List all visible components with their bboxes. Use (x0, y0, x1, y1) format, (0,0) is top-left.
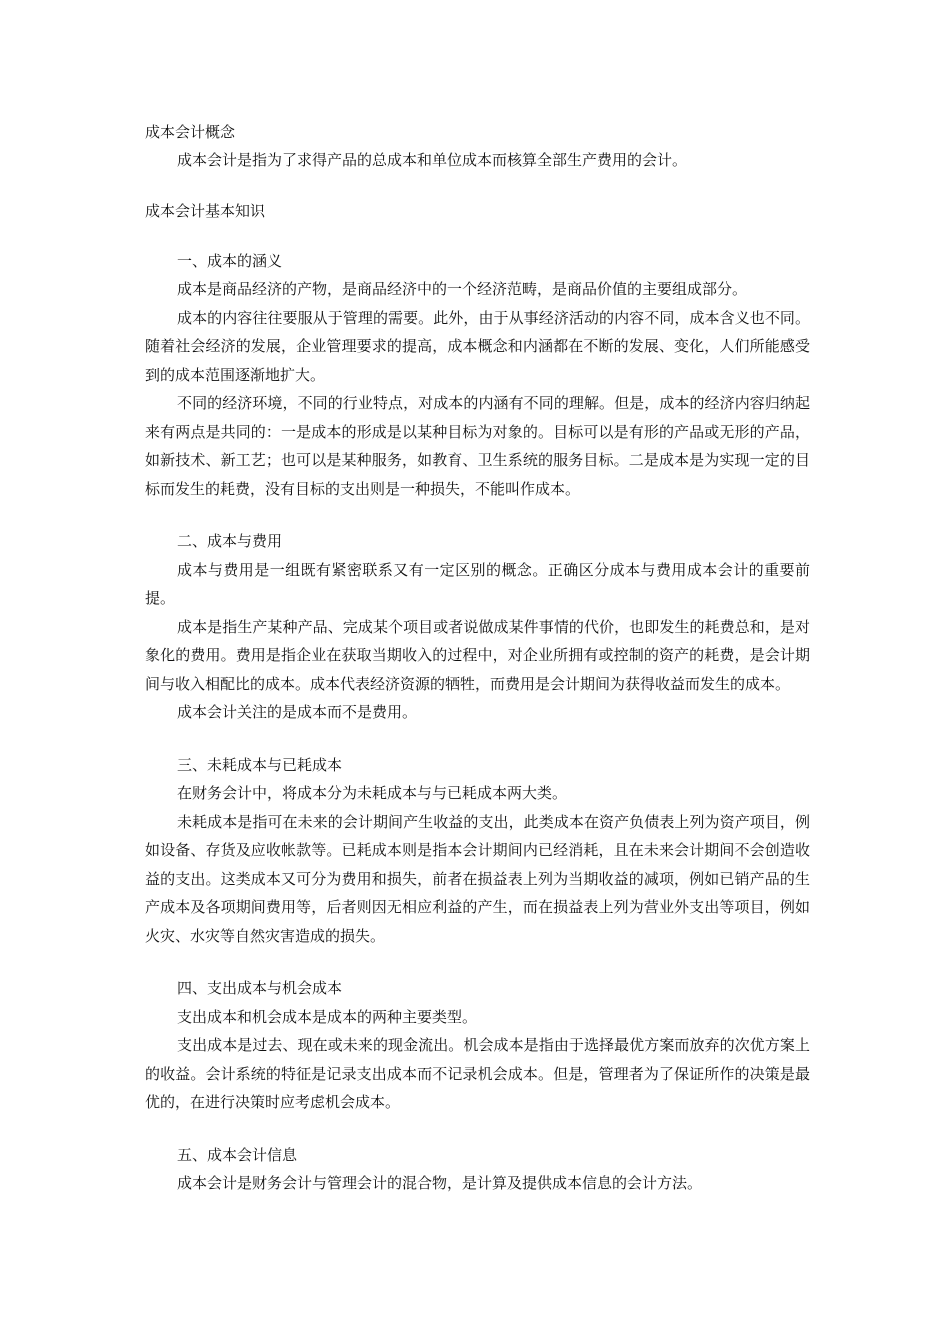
section-paragraph: 成本是商品经济的产物，是商品经济中的一个经济范畴，是商品价值的主要组成部分。 (177, 280, 748, 298)
section-paragraph: 支出成本和机会成本是成本的两种主要类型。 (177, 1007, 478, 1026)
section-heading: 四、支出成本与机会成本 (177, 979, 343, 997)
section-heading: 三、未耗成本与已耗成本 (177, 755, 343, 774)
section-3 (145, 751, 810, 951)
section-heading: 一、成本的涵义 (177, 251, 283, 270)
section-heading: 二、成本与费用 (177, 532, 283, 550)
section-paragraph: 不同的经济环境，不同的行业特点，对成本的内涵有不同的理解。但是，成本的经济内容归纳起来有两点是共同的：一是成本的形成是以某种目标为对象的。目标可以是有形的产品或无形的产品，如新技术、新工艺；也可以是某种服务，如教育、卫生系统的服务目标。二是成本是为实现一定的目标而发生的耗费，没有目标的支出则是一种损失，不能叫作成本。 (145, 394, 810, 498)
section-4 (145, 974, 810, 1117)
document-title: 成本会计概念 (145, 123, 236, 141)
section-paragraph: 成本是指生产某种产品、完成某个项目或者说做成某件事情的代价，也即发生的耗费总和，是对象化的费用。费用是指企业在获取当期收入的过程中，对企业所拥有或控制的资产的耗费，是会计期间与收入相配比的成本。成本代表经济资源的牺牲，而费用是会计期间为获得收益而发生的成本。 (145, 617, 810, 693)
section-paragraph: 支出成本是过去、现在或未来的现金流出。机会成本是指由于选择最优方案而放弃的次优方案上的收益。会计系统的特征是记录支出成本而不记录机会成本。但是，管理者为了保证所作的决策是最优的，在进行决策时应考虑机会成本。 (145, 1036, 810, 1111)
section-paragraph: 成本会计关注的是成本而不是费用。 (177, 703, 418, 721)
section-paragraph: 在财务会计中，将成本分为未耗成本与与已耗成本两大类。 (177, 784, 568, 802)
document-body (145, 118, 810, 1198)
section-heading: 五、成本会计信息 (177, 1145, 298, 1164)
section-group-title: 成本会计基本知识 (145, 201, 266, 220)
section-2 (145, 527, 810, 727)
section-paragraph: 成本与费用是一组既有紧密联系又有一定区别的概念。正确区分成本与费用成本会计的重要前提。 (145, 560, 810, 607)
section-paragraph: 成本的内容往往要服从于管理的需要。此外，由于从事经济活动的内容不同，成本含义也不同。随着社会经济的发展，企业管理要求的提高，成本概念和内涵都在不断的发展、变化，人们所能感受到的成本范围逐渐地扩大。 (145, 308, 810, 384)
section-1 (145, 247, 810, 504)
section-paragraph: 未耗成本是指可在未来的会计期间产生收益的支出，此类成本在资产负债表上列为资产项目，例如设备、存货及应收帐款等。已耗成本则是指本会计期间内已经消耗，且在未来会计期间不会创造收益的支出。这类成本又可分为费用和损失，前者在损益表上列为当期收益的减项，例如已销产品的生产成本及各项期间费用等，后者则因无相应利益的产生，而在损益表上列为营业外支出等项目，例如火灾、水灾等自然灾害造成的损失。 (145, 812, 810, 945)
intro-paragraph: 成本会计是指为了求得产品的总成本和单位成本而核算全部生产费用的会计。 (177, 151, 688, 169)
section-5 (145, 1141, 810, 1198)
section-paragraph: 成本会计是财务会计与管理会计的混合物，是计算及提供成本信息的会计方法。 (177, 1174, 703, 1192)
